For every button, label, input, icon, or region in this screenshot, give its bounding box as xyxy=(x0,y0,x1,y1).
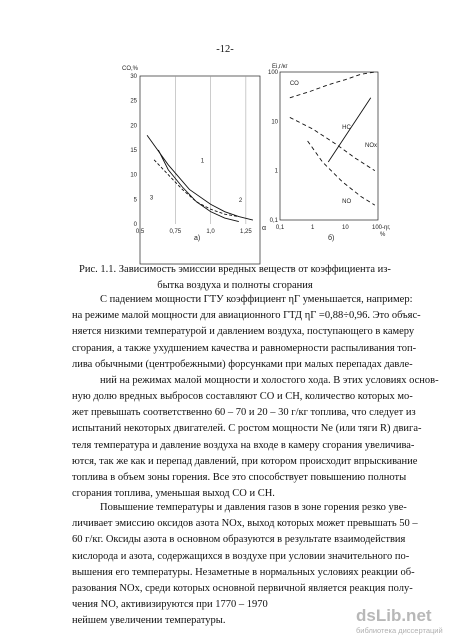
chart-a-xlabel: α xyxy=(262,225,267,232)
chart-a-panel-label: а) xyxy=(194,235,201,242)
page-number: -12- xyxy=(216,44,234,55)
chart-a-y-ticks xyxy=(130,74,137,228)
text-line: на режиме малой мощности для авиационного ГТД ηГ =0,88÷0,96. Это объяс- xyxy=(72,310,421,322)
x-axis-unit: % xyxy=(380,232,386,238)
chart-b-series xyxy=(290,72,377,205)
x-axis-label: 100-ηг, xyxy=(372,225,391,231)
x-tick-label: 1,0 xyxy=(206,229,215,235)
text-line: няется низкими температурой и давлением воздуха, поступающего в камеру xyxy=(72,326,415,338)
series-label-1: 1 xyxy=(200,158,205,165)
x-tick-label: 10 xyxy=(341,225,349,231)
text-line: сгорания топлива, уменьшая выход СО и СН. xyxy=(72,488,275,500)
y-tick-label: 5 xyxy=(133,197,137,204)
y-tick-label: 25 xyxy=(130,98,137,105)
text-line: лива обычными (центробежными) форсунками при малых перепадах давле- xyxy=(72,358,413,370)
series-label-2: 2 xyxy=(238,197,243,204)
series-label-CO: CO xyxy=(289,80,299,87)
text-line: личивает эмиссию оксидов азота NOx, выход которых может превышать 50 – xyxy=(72,518,418,530)
series-line-CO xyxy=(290,72,375,98)
series-line-NO xyxy=(308,141,378,205)
y-tick-label: 10 xyxy=(271,119,278,126)
series-line-3 xyxy=(154,160,239,217)
series-line-1 xyxy=(158,150,238,222)
x-tick-label: 0,75 xyxy=(169,229,182,235)
text-line: нейшем увеличении температуры. xyxy=(72,615,226,627)
text-line: сгорания, а также ухудшением качества и равномерности распыливания топ- xyxy=(72,342,417,354)
y-tick-label: 1 xyxy=(274,168,278,175)
text-line: жет превышать соответственно 60 – 70 и 20 – 30 г/кг топлива, что следует из xyxy=(72,407,416,419)
text-line: Повышение температуры и давления газов в зоне горения резко уве- xyxy=(100,502,407,513)
text-line: ются, так же как и перепад давлений, при котором происходит впрыскивание xyxy=(72,455,418,467)
chart-a-ylabel: CO,% xyxy=(122,66,139,72)
series-label-HC: HC xyxy=(342,124,351,131)
series-label-3: 3 xyxy=(149,195,154,202)
x-tick-label: 1,25 xyxy=(240,229,252,235)
y-tick-label: 30 xyxy=(130,74,137,80)
y-tick-label: 15 xyxy=(130,148,137,154)
chart-co-vs-alpha xyxy=(110,58,280,248)
chart-emission-vs-efficiency xyxy=(260,58,400,248)
x-tick-label: 1 xyxy=(310,225,315,231)
watermark-subtitle: библиотека диссертаций xyxy=(356,626,443,635)
paragraph-1 xyxy=(72,292,439,389)
chart-b-ylabel: Ei,г/кг xyxy=(272,64,288,70)
text-line: разования NOx, среди которых основной первичной является реакция полу- xyxy=(72,583,413,595)
caption-line: Рис. 1.1. Зависимость эмиссии вредных веществ от коэффициента из- xyxy=(79,264,391,275)
caption-line: бытка воздуха и полноты сгорания xyxy=(157,280,313,291)
text-line: 60 г/кг. Оксиды азота в основном образуются в результате взаимодействия xyxy=(72,534,406,546)
y-tick-label: 0 xyxy=(133,222,137,228)
text-line: вышения его температуры. Незаметные в нормальных условиях реакции об- xyxy=(72,566,415,578)
series-label-NO: NO xyxy=(342,199,352,206)
text-line: топлива в объем зоны горения. Все это способствует повышению полноты xyxy=(72,472,407,484)
y-tick-label: 100 xyxy=(267,70,278,76)
paragraph-2 xyxy=(72,389,422,502)
text-line: кислорода и азота, содержащихся в воздухе при условии значительного по- xyxy=(72,550,410,562)
series-label-NOx: NOx xyxy=(365,143,378,150)
watermark-name: dsLib.net xyxy=(356,606,432,625)
series-line-2 xyxy=(147,135,253,220)
y-tick-label: 10 xyxy=(130,172,137,179)
text-line: С падением мощности ГТУ коэффициент ηГ уменьшается, например: xyxy=(100,294,413,305)
text-line: испытаний некоторых двигателей. С ростом мощности Ne (или тяги R) двига- xyxy=(72,423,422,435)
chart-a-gridlines xyxy=(175,76,246,224)
chart-a-series xyxy=(147,135,253,221)
text-line: чения NO, активизируются при 1770 – 1970 xyxy=(72,599,268,611)
series-line-NOx xyxy=(290,117,378,170)
paragraph-3 xyxy=(72,500,418,630)
text-line: ний на режимах малой мощности и холостого хода. В этих условиях основ- xyxy=(100,375,439,387)
y-tick-label: 0,1 xyxy=(269,218,278,224)
watermark xyxy=(356,606,450,636)
text-line: теля температура и давление воздуха на входе в камеру сгорания увеличива- xyxy=(72,439,415,451)
text-line: ную долю вредных выбросов составляют СО и СН, количество которых мо- xyxy=(72,391,413,402)
figure-caption xyxy=(70,262,400,294)
y-tick-label: 20 xyxy=(130,123,137,130)
x-tick-label: 0,1 xyxy=(275,225,285,231)
x-tick-label: 0,5 xyxy=(135,229,145,235)
chart-b-panel-label: б) xyxy=(328,235,335,242)
chart-b-y-ticks xyxy=(268,70,279,224)
